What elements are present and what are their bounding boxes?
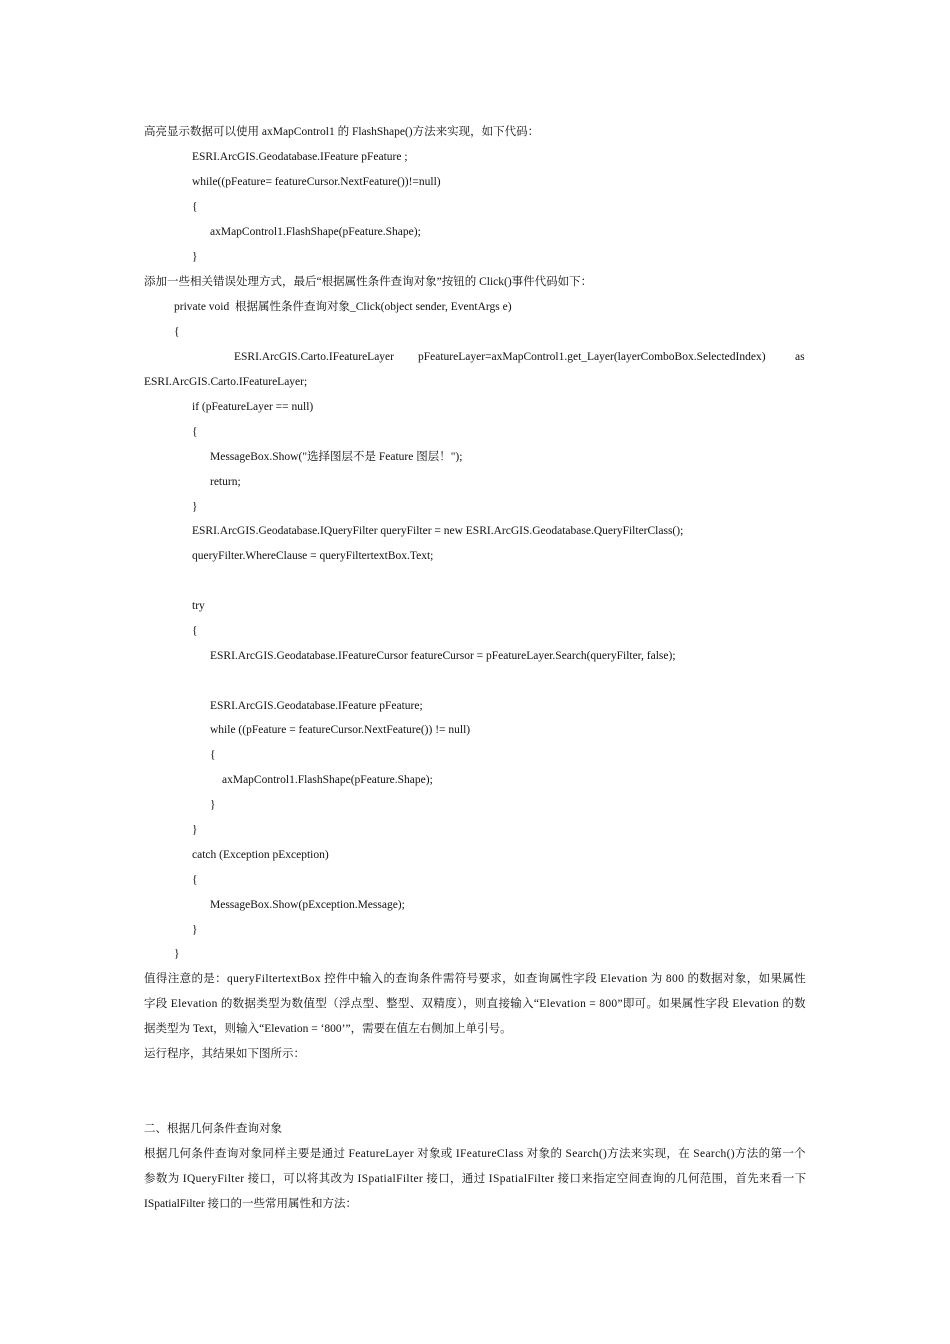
code-line: return; [210, 476, 241, 488]
code-line: private void 根据属性条件查询对象_Click(object sender, EventArgs e) [174, 301, 512, 313]
code-line: } [192, 924, 198, 936]
paragraph: 添加一些相关错误处理方式，最后“根据属性条件查询对象”按钮的 Click()事件代码如下： [144, 276, 593, 288]
code-line: } [192, 824, 198, 836]
code-line: while((pFeature= featureCursor.NextFeature())!=null) [192, 176, 441, 188]
code-line: as [795, 351, 805, 363]
code-line: MessageBox.Show(pException.Message); [210, 899, 405, 911]
code-line: { [192, 426, 198, 438]
code-line: pFeatureLayer=axMapControl1.get_Layer(layerComboBox.SelectedIndex) [418, 351, 766, 363]
intro-paragraph: 高亮显示数据可以使用 axMapControl1 的 FlashShape()方法来实现，如下代码： [144, 126, 540, 138]
code-line: ESRI.ArcGIS.Carto.IFeatureLayer; [144, 376, 308, 388]
code-line: } [192, 501, 198, 513]
code-line: queryFilter.WhereClause = queryFiltertextBox.Text; [192, 550, 434, 562]
code-line: } [174, 948, 180, 960]
section-paragraph-line: 参数为 IQueryFilter 接口，可以将其改为 ISpatialFilter 接口，通过 ISpatialFilter 接口来指定空间查询的几何范围，首先来看一下 [144, 1173, 807, 1185]
run-paragraph: 运行程序，其结果如下图所示： [144, 1048, 305, 1060]
code-line: { [174, 326, 180, 338]
code-line: ESRI.ArcGIS.Geodatabase.IFeature pFeature; [210, 700, 423, 712]
code-line: ESRI.ArcGIS.Carto.IFeatureLayer [234, 351, 394, 363]
code-line: try [192, 600, 205, 612]
code-line: { [192, 625, 198, 637]
code-line: ESRI.ArcGIS.Geodatabase.IFeatureCursor featureCursor = pFeatureLayer.Search(queryFilter, false); [210, 650, 676, 662]
section-heading: 二、根据几何条件查询对象 [144, 1123, 282, 1135]
code-line: ESRI.ArcGIS.Geodatabase.IQueryFilter queryFilter = new ESRI.ArcGIS.Geodatabase.QueryFilterClass(); [192, 525, 684, 537]
code-line: { [210, 749, 216, 761]
section-paragraph-line: 根据几何条件查询对象同样主要是通过 FeatureLayer 对象或 IFeatureClass 对象的 Search()方法来实现，在 Search()方法的第一个 [144, 1148, 807, 1160]
section-paragraph-line: ISpatialFilter 接口的一些常用属性和方法： [144, 1198, 358, 1210]
code-line: axMapControl1.FlashShape(pFeature.Shape); [210, 226, 421, 238]
code-line: axMapControl1.FlashShape(pFeature.Shape); [222, 774, 433, 786]
code-line: MessageBox.Show("选择图层不是 Feature 图层！"); [210, 451, 463, 463]
note-paragraph-line: 值得注意的是：queryFiltertextBox 控件中输入的查询条件需符号要求，如查询属性字段 Elevation 为 800 的数据对象，如果属性 [144, 973, 807, 985]
note-paragraph-line: 字段 Elevation 的数据类型为数值型（浮点型、整型、双精度），则直接输入“Elevation = 800”即可。如果属性字段 Elevation 的数 [144, 998, 806, 1010]
code-line: { [192, 201, 198, 213]
note-paragraph-line: 据类型为 Text，则输入“Elevation = ‘800’”，需要在值左右侧加上单引号。 [144, 1023, 512, 1035]
code-line: if (pFeatureLayer == null) [192, 401, 314, 413]
code-line: while ((pFeature = featureCursor.NextFeature()) != null) [210, 724, 471, 736]
code-line: ESRI.ArcGIS.Geodatabase.IFeature pFeature ; [192, 151, 408, 163]
code-line: catch (Exception pException) [192, 849, 329, 861]
code-line: } [210, 799, 216, 811]
code-line: { [192, 874, 198, 886]
code-line: } [192, 251, 198, 263]
